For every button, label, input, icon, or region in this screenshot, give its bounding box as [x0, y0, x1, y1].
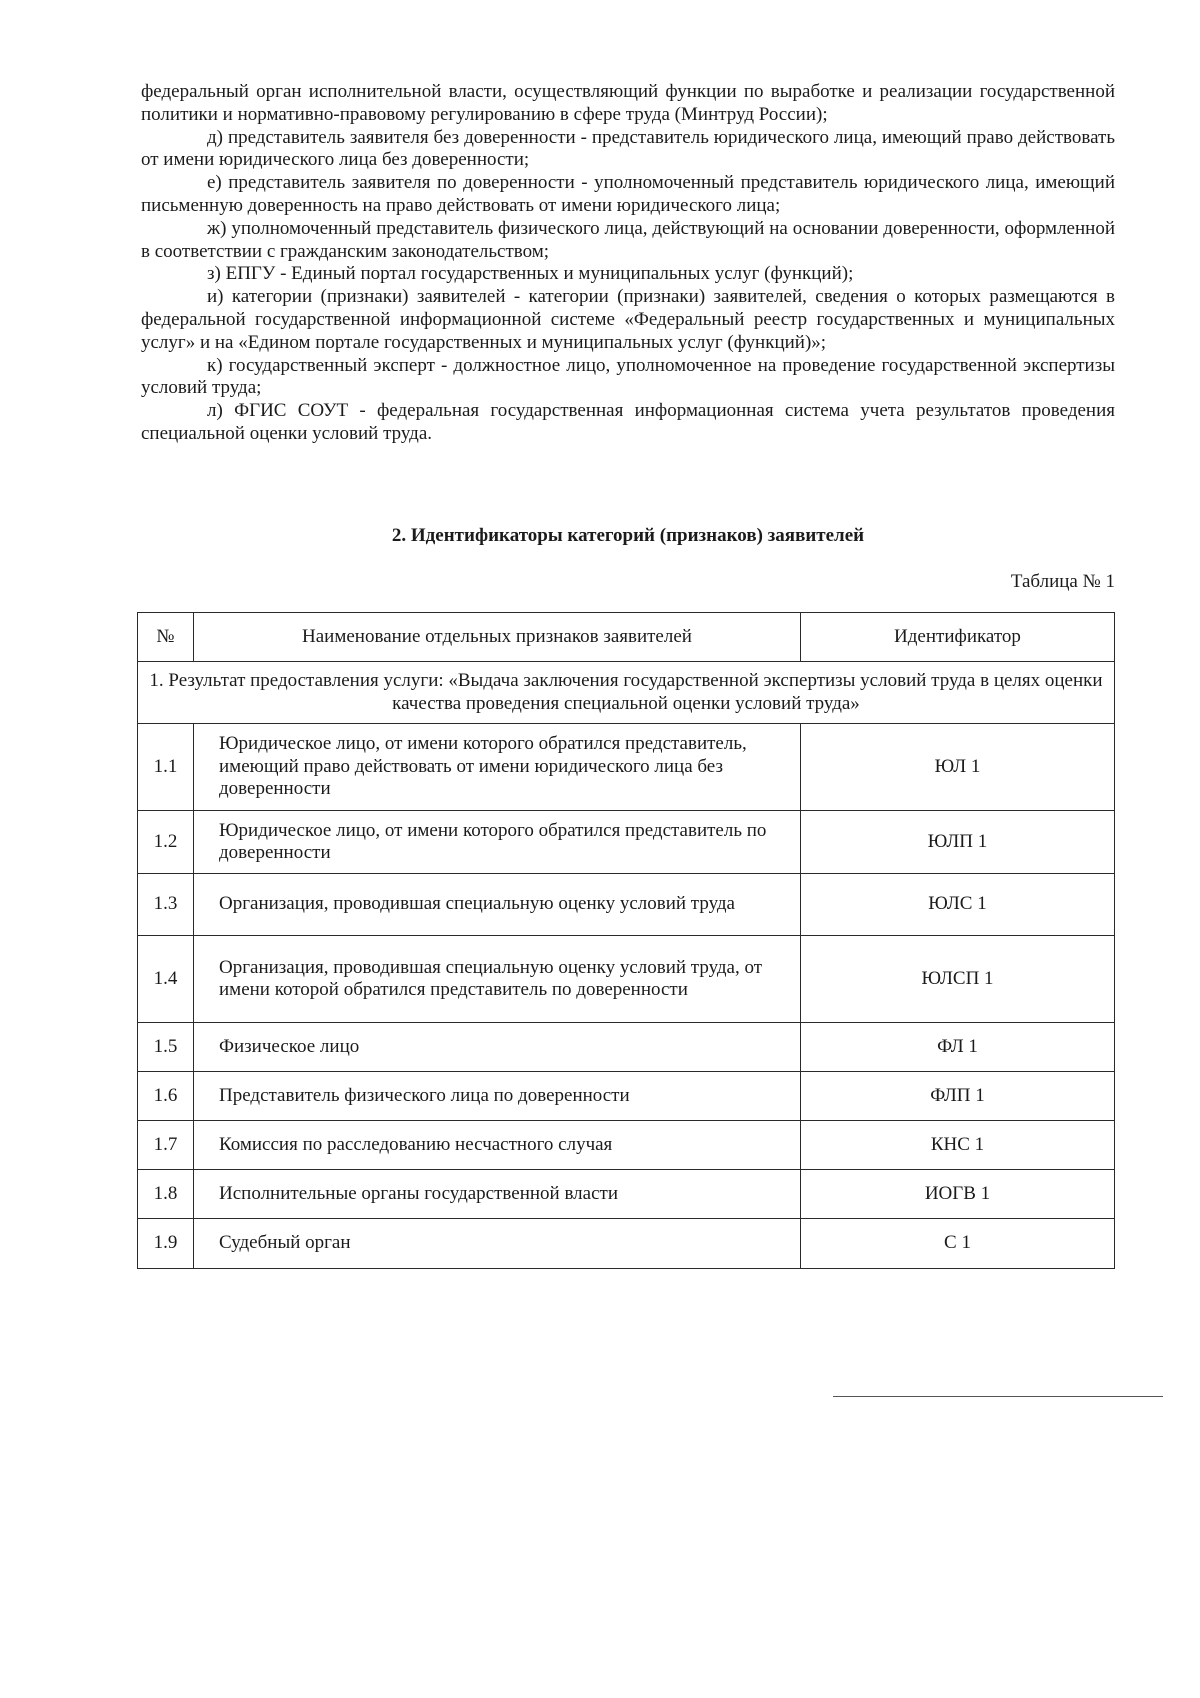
row-num: 1.4 — [138, 936, 194, 1023]
paragraph: з) ЕПГУ - Единый портал государственных и муниципальных услуг (функций); — [207, 263, 854, 285]
paragraph: д) представитель заявителя без доверенности - представитель юридического лица, имеющий право действовать от имени юридического лица без доверенности; — [141, 126, 1115, 171]
definitions-text — [141, 81, 1115, 446]
table-row — [138, 724, 1115, 811]
paragraph: к) государственный эксперт - должностное лицо, уполномоченное на проведение государственной экспертизы условий труда; — [141, 354, 1115, 399]
table-row — [138, 1023, 1115, 1072]
paragraph: л) ФГИС СОУТ - федеральная государственная информационная система учета результатов проведения специальной оценки условий труда. — [141, 400, 1115, 444]
table-row — [138, 874, 1115, 936]
row-name: Организация, проводившая специальную оценку условий труда — [194, 874, 801, 936]
row-num: 1.1 — [138, 724, 194, 811]
row-num: 1.6 — [138, 1072, 194, 1121]
paragraph: и) категории (признаки) заявителей - категории (признаки) заявителей, сведения о которых размещаются в федеральной государственной информационной системе «Федеральный реестр государственных и муниципальных услуг» и на «Едином портале государственных и муниципальных услуг (функций)»; — [141, 286, 1115, 353]
row-name: Юридическое лицо, от имени которого обратился представитель, имеющий право действовать от имени юридического лица без доверенности — [194, 724, 801, 811]
row-identifier: КНС 1 — [801, 1121, 1115, 1170]
applicant-identifiers-table — [137, 612, 1115, 1269]
header-identifier: Идентификатор — [801, 613, 1115, 662]
table-row — [138, 1170, 1115, 1219]
row-identifier: ЮЛС 1 — [801, 874, 1115, 936]
row-name: Представитель физического лица по доверенности — [194, 1072, 801, 1121]
table-row — [138, 936, 1115, 1023]
row-name: Физическое лицо — [194, 1023, 801, 1072]
row-identifier: ФЛП 1 — [801, 1072, 1115, 1121]
row-identifier: ЮЛСП 1 — [801, 936, 1115, 1023]
paragraph: федеральный орган исполнительной власти, осуществляющий функции по выработке и реализации государственной политики и нормативно-правовому регулированию в сфере труда (Минтруд России); — [141, 81, 1115, 125]
row-name: Юридическое лицо, от имени которого обратился представитель по доверенности — [194, 811, 801, 874]
row-num: 1.2 — [138, 811, 194, 874]
table-row — [138, 1219, 1115, 1269]
header-name: Наименование отдельных признаков заявителей — [194, 613, 801, 662]
table-caption: Таблица № 1 — [1010, 571, 1115, 592]
row-identifier: ЮЛ 1 — [801, 724, 1115, 811]
group-title: 1. Результат предоставления услуги: «Выдача заключения государственной экспертизы условий труда в целях оценки качества проведения специальной оценки условий труда» — [138, 662, 1115, 724]
paragraph: е) представитель заявителя по доверенности - уполномоченный представитель юридического лица, имеющий письменную доверенность на право действовать от имени юридического лица; — [141, 172, 1115, 216]
row-identifier: ФЛ 1 — [801, 1023, 1115, 1072]
row-name: Комиссия по расследованию несчастного случая — [194, 1121, 801, 1170]
row-identifier: ЮЛП 1 — [801, 811, 1115, 874]
row-num: 1.5 — [138, 1023, 194, 1072]
table-row — [138, 811, 1115, 874]
header-num: № — [138, 613, 194, 662]
row-num: 1.9 — [138, 1219, 194, 1269]
section-heading: 2. Идентификаторы категорий (признаков) заявителей — [391, 525, 865, 546]
row-num: 1.3 — [138, 874, 194, 936]
row-name: Судебный орган — [194, 1219, 801, 1269]
row-name: Исполнительные органы государственной власти — [194, 1170, 801, 1219]
table-row — [138, 1121, 1115, 1170]
row-num: 1.8 — [138, 1170, 194, 1219]
row-name: Организация, проводившая специальную оценку условий труда, от имени которой обратился представитель по доверенности — [194, 936, 801, 1023]
footer-divider — [833, 1396, 1163, 1397]
paragraph: ж) уполномоченный представитель физического лица, действующий на основании доверенности, оформленной в соответствии с гражданским законодательством; — [141, 217, 1115, 262]
row-identifier: С 1 — [801, 1219, 1115, 1269]
table-group-row — [138, 662, 1115, 724]
table-row — [138, 1072, 1115, 1121]
row-num: 1.7 — [138, 1121, 194, 1170]
table-header-row — [138, 613, 1115, 662]
row-identifier: ИОГВ 1 — [801, 1170, 1115, 1219]
